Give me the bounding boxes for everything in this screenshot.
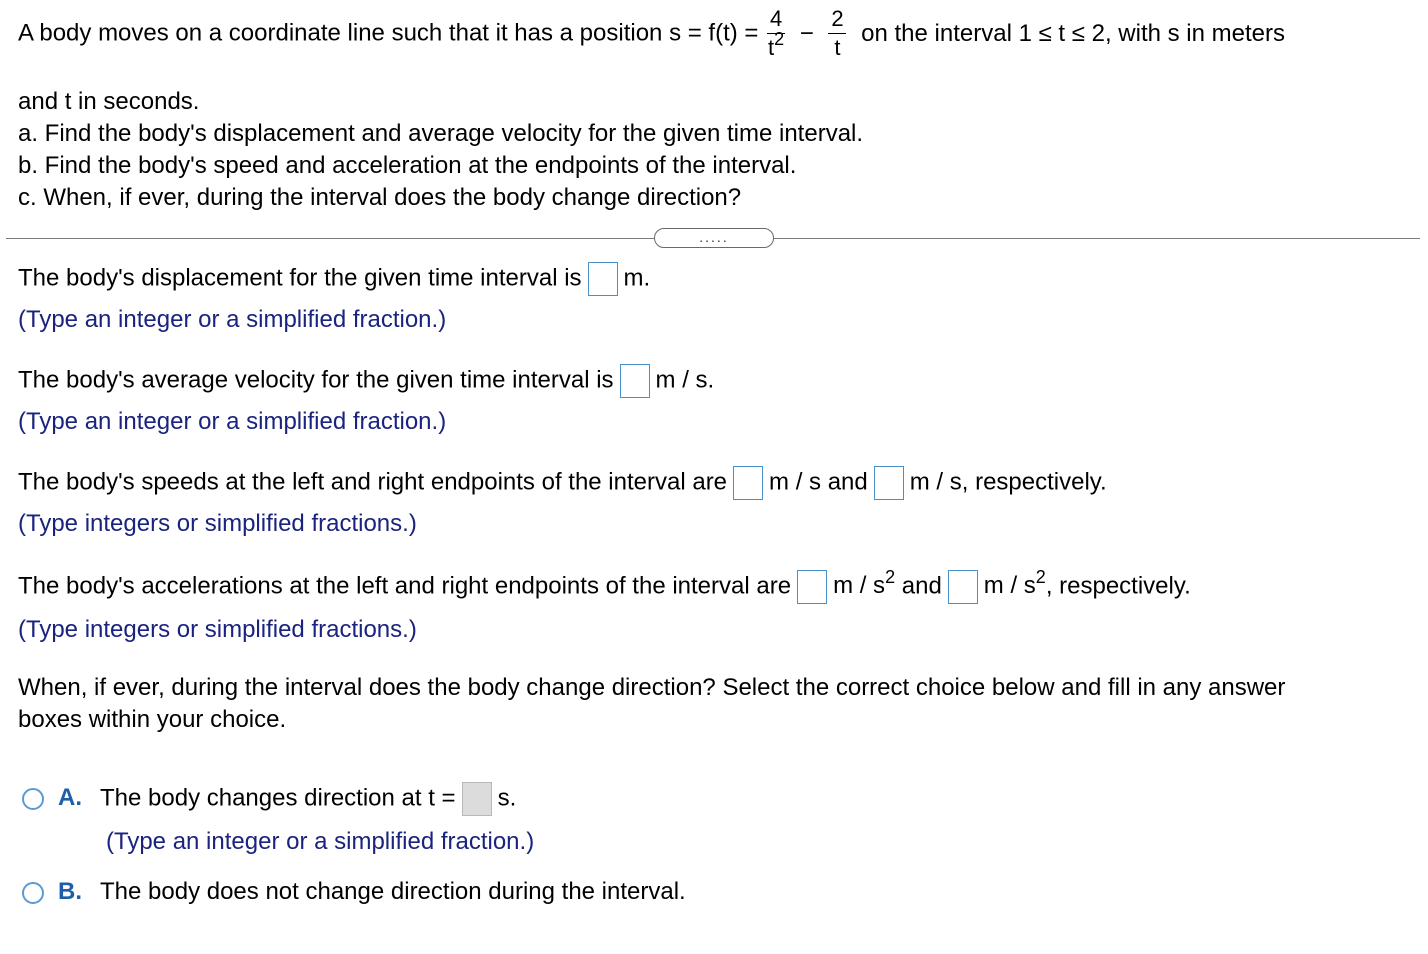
avg-velocity-hint: (Type an integer or a simplified fraction.): [18, 408, 447, 435]
question-line-2: and t in seconds.: [18, 88, 200, 115]
direction-question-line-2: boxes within your choice.: [18, 706, 287, 733]
avg-velocity-unit: m / s.: [655, 366, 715, 394]
accel-unit-exponent: 2: [885, 567, 896, 588]
question-intro: A body moves on a coordinate line such that it has a position s = f(t) =: [18, 19, 759, 47]
accelerations-label: The body's accelerations at the left and right endpoints of the interval are: [18, 572, 792, 600]
question-part-b: b. Find the body's speed and acceleration at the endpoints of the interval.: [18, 152, 797, 179]
accel-unit-exponent: 2: [1035, 567, 1046, 588]
accel-unit-2: [983, 567, 1046, 600]
fraction-bar: [828, 33, 846, 34]
right-acceleration-answer-box[interactable]: [948, 570, 978, 604]
denominator-var: t: [768, 35, 775, 60]
option-a-letter: A.: [58, 784, 82, 812]
question-interval: on the interval 1 ≤ t ≤ 2, with s in meters: [861, 19, 1285, 47]
left-speed-answer-box[interactable]: [733, 466, 763, 500]
option-b-radio[interactable]: [22, 882, 44, 904]
speeds-label: The body's speeds at the left and right endpoints of the interval are: [18, 468, 728, 496]
option-b-text: The body does not change direction during the interval.: [100, 878, 686, 905]
fraction-2-over-t: [828, 6, 846, 61]
left-acceleration-answer-box[interactable]: [797, 570, 827, 604]
accelerations-row: [18, 567, 1191, 604]
accelerations-hint: (Type integers or simplified fractions.): [18, 616, 417, 643]
right-speed-answer-box[interactable]: [874, 466, 904, 500]
option-a-hint: (Type an integer or a simplified fraction.): [106, 828, 535, 855]
option-b-row[interactable]: [22, 878, 686, 906]
question-line-1: [18, 6, 1285, 76]
expand-toggle-button[interactable]: .....: [654, 228, 774, 248]
speeds-mid-unit: m / s and: [769, 468, 868, 496]
accel-unit-base: m / s: [983, 572, 1036, 600]
speeds-row: [18, 466, 1107, 500]
option-a-row[interactable]: [22, 782, 516, 816]
fraction-denominator: t: [834, 35, 841, 60]
displacement-answer-box[interactable]: [588, 262, 618, 296]
displacement-label: The body's displacement for the given time interval is: [18, 264, 582, 292]
direction-question-line-1: When, if ever, during the interval does the body change direction? Select the correct choice below and fill in any answer: [18, 674, 1286, 701]
denominator-exponent: 2: [774, 29, 785, 49]
displacement-unit: m.: [623, 264, 651, 292]
fraction-numerator: 2: [831, 6, 844, 31]
avg-velocity-row: [18, 364, 714, 398]
displacement-hint: (Type an integer or a simplified fraction.): [18, 306, 447, 333]
question-part-c: c. When, if ever, during the interval does the body change direction?: [18, 184, 742, 211]
speeds-hint: (Type integers or simplified fractions.): [18, 510, 417, 537]
accel-end: , respectively.: [1045, 572, 1191, 600]
avg-velocity-answer-box[interactable]: [620, 364, 650, 398]
accel-unit-1: [833, 567, 896, 600]
direction-time-answer-box[interactable]: [462, 782, 492, 816]
option-a-unit: s.: [497, 784, 517, 812]
speeds-end-unit: m / s, respectively.: [909, 468, 1107, 496]
fraction-denominator: [767, 29, 785, 61]
fraction-4-over-t-squared: [767, 6, 785, 61]
accel-and: and: [901, 572, 942, 600]
option-b-letter: B.: [58, 878, 82, 905]
avg-velocity-label: The body's average velocity for the given time interval is: [18, 366, 614, 394]
question-part-a: a. Find the body's displacement and average velocity for the given time interval.: [18, 120, 864, 147]
accel-unit-base: m / s: [833, 572, 886, 600]
option-a-radio[interactable]: [22, 788, 44, 810]
minus-sign: −: [799, 19, 814, 47]
option-a-text: The body changes direction at t =: [100, 784, 456, 812]
displacement-row: [18, 262, 650, 296]
fraction-numerator: 4: [769, 6, 783, 31]
